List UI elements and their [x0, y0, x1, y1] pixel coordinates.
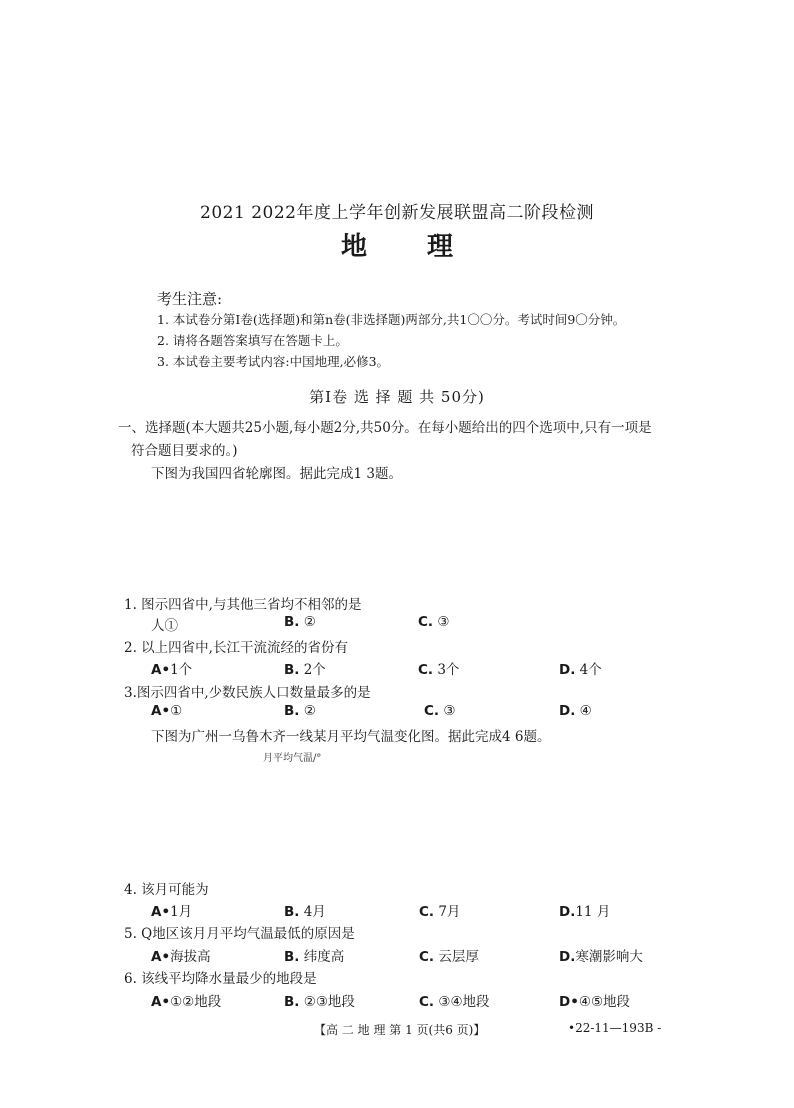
section-title: 第Ⅰ卷 选 择 题 共 50分) — [309, 388, 485, 406]
section-instruction-1: 一、选择题(本大题共25小题,每小题2分,共50分。在每小题给出的四个选项中,只有一项是 — [118, 420, 652, 436]
q5-option-d: D.寒潮影响大 — [559, 949, 643, 965]
q4-option-d: D.11 月 — [559, 904, 611, 920]
q2-option-a: A•1个 — [151, 662, 193, 678]
section-instruction-2: 符合题目要求的。) — [131, 443, 238, 459]
q3-option-d: D. ④ — [559, 703, 592, 719]
chart-axis-label: 月平均气温/° — [263, 753, 322, 764]
question-2-stem: 2. 以上四省中,长江干流流经的省份有 — [124, 640, 348, 656]
q4-option-b: B. 4月 — [284, 904, 326, 920]
question-6-stem: 6. 该线平均降水量最少的地段是 — [124, 971, 317, 987]
exam-title: 2021 2022年度上学年创新发展联盟高二阶段检测 — [200, 203, 594, 223]
q1-option-a: 人① — [151, 618, 178, 634]
notice-item-3: 3. 本试卷主要考试内容:中国地理,必修3。 — [157, 354, 390, 369]
q3-option-a: A•① — [151, 703, 183, 719]
q1-option-c: C. ③ — [418, 614, 450, 630]
q3-option-c: C. ③ — [424, 703, 456, 719]
q5-option-a: A•海拔高 — [151, 949, 211, 965]
intro-questions-1-3: 下图为我国四省轮廓图。据此完成1 3题。 — [151, 466, 402, 482]
paper-code: •22-11—193B - — [568, 1021, 662, 1035]
q5-option-c: C. 云层厚 — [419, 949, 479, 965]
notice-item-1: 1. 本试卷分第Ⅰ卷(选择题)和第n卷(非选择题)两部分,共1〇〇分。考试时间9〇分钟。 — [157, 312, 626, 327]
q1-option-b: B. ② — [284, 614, 316, 630]
subject-title: 地理 — [340, 232, 513, 262]
q2-option-c: C. 3个 — [418, 662, 460, 678]
q6-option-d: D•④⑤地段 — [559, 994, 631, 1010]
q5-option-b: B. 纬度高 — [284, 949, 345, 965]
notice-item-2: 2. 请将各题答案填写在答题卡上。 — [157, 333, 348, 348]
q4-option-c: C. 7月 — [419, 904, 461, 920]
question-5-stem: 5. Q地区该月月平均气温最低的原因是 — [124, 926, 355, 942]
page-footer: 【高 二 地 理 第 1 页(共6 页)】 — [314, 1023, 486, 1037]
q3-option-b: B. ② — [284, 703, 316, 719]
question-1-stem: 1. 图示四省中,与其他三省均不相邻的是 — [124, 597, 362, 613]
q2-option-d: D. 4个 — [559, 662, 602, 678]
question-4-stem: 4. 该月可能为 — [124, 882, 209, 898]
q6-option-b: B. ②③地段 — [284, 994, 355, 1010]
q6-option-c: C. ③④地段 — [419, 994, 490, 1010]
q4-option-a: A•1月 — [151, 904, 193, 920]
notice-heading: 考生注意: — [157, 290, 223, 308]
question-3-stem: 3.图示四省中,少数民族人口数量最多的是 — [124, 685, 371, 701]
q2-option-b: B. 2个 — [284, 662, 326, 678]
q6-option-a: A•①②地段 — [151, 994, 222, 1010]
intro-questions-4-6: 下图为广州一乌鲁木齐一线某月平均气温变化图。据此完成4 6题。 — [151, 729, 551, 745]
